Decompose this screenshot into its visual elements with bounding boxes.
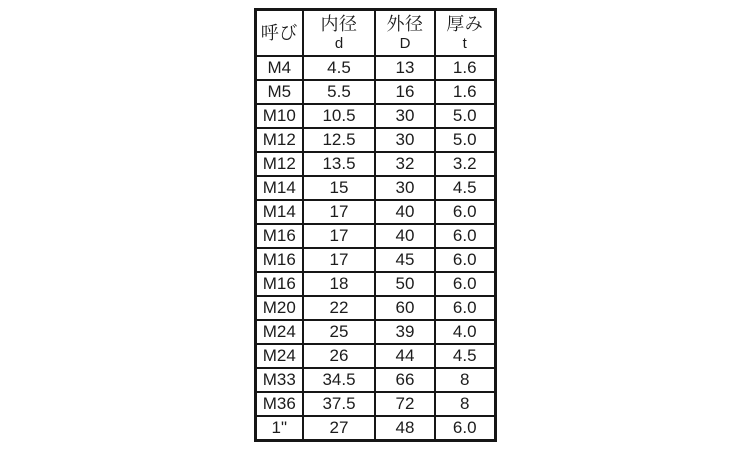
column-header-sub: d bbox=[334, 34, 344, 52]
table-cell: 6.0 bbox=[435, 200, 495, 224]
column-header-label: 内径 bbox=[320, 14, 358, 35]
table-cell: 13 bbox=[375, 56, 435, 80]
table-cell: M12 bbox=[255, 128, 303, 152]
table-cell: 22 bbox=[303, 296, 375, 320]
table-cell: 4.5 bbox=[303, 56, 375, 80]
table-row bbox=[255, 80, 495, 104]
table-row bbox=[255, 416, 495, 441]
table-cell: M14 bbox=[255, 176, 303, 200]
table-cell: 17 bbox=[303, 200, 375, 224]
table-cell: 30 bbox=[375, 104, 435, 128]
table-cell: 66 bbox=[375, 368, 435, 392]
table-cell: 60 bbox=[375, 296, 435, 320]
table-cell: 37.5 bbox=[303, 392, 375, 416]
table-cell: 6.0 bbox=[435, 272, 495, 296]
table-cell: M16 bbox=[255, 248, 303, 272]
table-cell: 6.0 bbox=[435, 296, 495, 320]
table-cell: 17 bbox=[303, 248, 375, 272]
header-row bbox=[255, 10, 495, 57]
table-header bbox=[255, 10, 495, 57]
table-cell: 8 bbox=[435, 368, 495, 392]
table-cell: 32 bbox=[375, 152, 435, 176]
table-cell: M16 bbox=[255, 224, 303, 248]
table-row bbox=[255, 368, 495, 392]
table-cell: 5.0 bbox=[435, 128, 495, 152]
table-cell: M24 bbox=[255, 344, 303, 368]
table-cell: 26 bbox=[303, 344, 375, 368]
column-header-name bbox=[255, 10, 303, 57]
table-row bbox=[255, 248, 495, 272]
table-row bbox=[255, 344, 495, 368]
column-header-label: 外径 bbox=[386, 14, 424, 35]
table-cell: M10 bbox=[255, 104, 303, 128]
table-cell: 12.5 bbox=[303, 128, 375, 152]
table-row bbox=[255, 272, 495, 296]
table-cell: M20 bbox=[255, 296, 303, 320]
table-cell: 45 bbox=[375, 248, 435, 272]
table-cell: 30 bbox=[375, 128, 435, 152]
table-row bbox=[255, 392, 495, 416]
table-row bbox=[255, 224, 495, 248]
table-cell: 5.5 bbox=[303, 80, 375, 104]
table-cell: 34.5 bbox=[303, 368, 375, 392]
table-cell: 40 bbox=[375, 224, 435, 248]
table-row bbox=[255, 104, 495, 128]
table-cell: 1" bbox=[255, 416, 303, 441]
column-header-label: 厚み bbox=[446, 14, 484, 35]
table-cell: 10.5 bbox=[303, 104, 375, 128]
table-cell: 16 bbox=[375, 80, 435, 104]
table-cell: M33 bbox=[255, 368, 303, 392]
table-cell: 5.0 bbox=[435, 104, 495, 128]
table-cell: 44 bbox=[375, 344, 435, 368]
column-header-inner-diameter bbox=[303, 10, 375, 57]
table-cell: 13.5 bbox=[303, 152, 375, 176]
table-cell: 17 bbox=[303, 224, 375, 248]
table-cell: 25 bbox=[303, 320, 375, 344]
table-cell: 48 bbox=[375, 416, 435, 441]
table-cell: M4 bbox=[255, 56, 303, 80]
table-cell: 30 bbox=[375, 176, 435, 200]
table-cell: M16 bbox=[255, 272, 303, 296]
dimension-spec-table bbox=[254, 8, 497, 442]
table-cell: M5 bbox=[255, 80, 303, 104]
table-row bbox=[255, 320, 495, 344]
table-row bbox=[255, 152, 495, 176]
table-row bbox=[255, 296, 495, 320]
table-cell: 1.6 bbox=[435, 80, 495, 104]
table-cell: 6.0 bbox=[435, 248, 495, 272]
table-cell: M36 bbox=[255, 392, 303, 416]
table-row bbox=[255, 56, 495, 80]
table-body bbox=[255, 56, 495, 441]
table-cell: 15 bbox=[303, 176, 375, 200]
table-cell: 39 bbox=[375, 320, 435, 344]
table-row bbox=[255, 128, 495, 152]
column-header-outer-diameter bbox=[375, 10, 435, 57]
table-cell: M24 bbox=[255, 320, 303, 344]
table-row bbox=[255, 176, 495, 200]
table-cell: 4.5 bbox=[435, 344, 495, 368]
column-header-sub: t bbox=[462, 34, 467, 52]
table-cell: 40 bbox=[375, 200, 435, 224]
table-cell: M14 bbox=[255, 200, 303, 224]
table-cell: 4.0 bbox=[435, 320, 495, 344]
column-header-label: 呼び bbox=[260, 22, 298, 43]
table-cell: 27 bbox=[303, 416, 375, 441]
column-header-sub: D bbox=[399, 34, 411, 52]
table-cell: 6.0 bbox=[435, 416, 495, 441]
table-cell: 18 bbox=[303, 272, 375, 296]
table-cell: M12 bbox=[255, 152, 303, 176]
table-row bbox=[255, 200, 495, 224]
table-cell: 6.0 bbox=[435, 224, 495, 248]
table-cell: 72 bbox=[375, 392, 435, 416]
table-cell: 3.2 bbox=[435, 152, 495, 176]
table-cell: 4.5 bbox=[435, 176, 495, 200]
table-cell: 50 bbox=[375, 272, 435, 296]
column-header-thickness bbox=[435, 10, 495, 57]
table-cell: 1.6 bbox=[435, 56, 495, 80]
table-cell: 8 bbox=[435, 392, 495, 416]
